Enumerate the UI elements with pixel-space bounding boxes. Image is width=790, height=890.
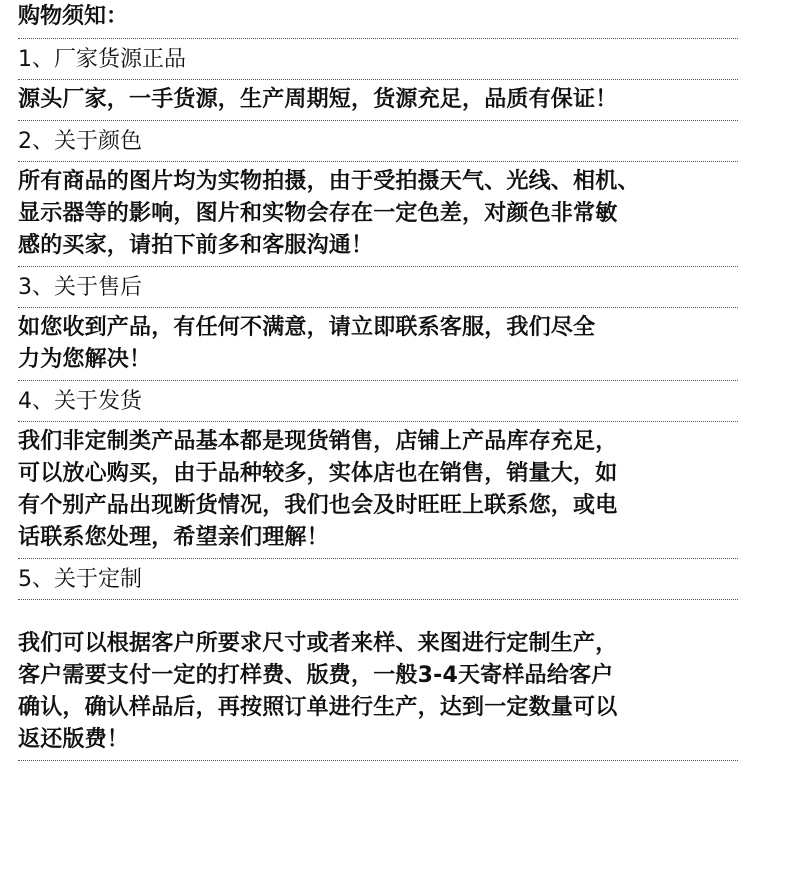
section-heading-after-sales: 3、关于售后 xyxy=(18,275,142,300)
section-body-after-sales xyxy=(18,308,738,380)
body-line: 感的买家，请拍下前多和客服沟通！ xyxy=(18,233,374,258)
body-line: 我们可以根据客户所要求尺寸或者来样、来图进行定制生产， xyxy=(18,631,618,656)
body-line: 如您收到产品，有任何不满意，请立即联系客服，我们尽全 xyxy=(18,315,596,340)
body-line: 话联系您处理，希望亲们理解！ xyxy=(18,525,329,550)
divider xyxy=(18,760,738,761)
body-line: 可以放心购买，由于品种较多，实体店也在销售，销量大，如 xyxy=(18,461,618,486)
section-heading-authentic-source: 1、厂家货源正品 xyxy=(18,47,186,72)
body-line: 确认，确认样品后，再按照订单进行生产，达到一定数量可以 xyxy=(18,695,618,720)
section-heading-customization: 5、关于定制 xyxy=(18,567,142,592)
section-heading-color: 2、关于颜色 xyxy=(18,129,142,154)
body-line: 显示器等的影响，图片和实物会存在一定色差，对颜色非常敏 xyxy=(18,201,618,226)
shopping-notice-document xyxy=(18,0,738,761)
section-heading-shipping: 4、关于发货 xyxy=(18,389,142,414)
body-line: 所有商品的图片均为实物拍摄，由于受拍摄天气、光线、相机、 xyxy=(18,169,640,194)
body-line: 我们非定制类产品基本都是现货销售，店铺上产品库存充足， xyxy=(18,429,618,454)
body-line: 源头厂家，一手货源，生产周期短，货源充足，品质有保证！ xyxy=(18,87,618,112)
section-gap xyxy=(18,600,738,624)
body-line: 力为您解决！ xyxy=(18,347,152,372)
body-line: 客户需要支付一定的打样费、版费，一般3-4天寄样品给客户 xyxy=(18,663,614,688)
section-body-customization xyxy=(18,624,738,760)
section-body-authentic-source xyxy=(18,80,738,120)
page-title: 购物须知： xyxy=(18,4,129,29)
body-line: 有个别产品出现断货情况，我们也会及时旺旺上联系您，或电 xyxy=(18,493,618,518)
section-body-color xyxy=(18,162,738,266)
body-line: 返还版费！ xyxy=(18,727,130,752)
section-body-shipping xyxy=(18,422,738,558)
